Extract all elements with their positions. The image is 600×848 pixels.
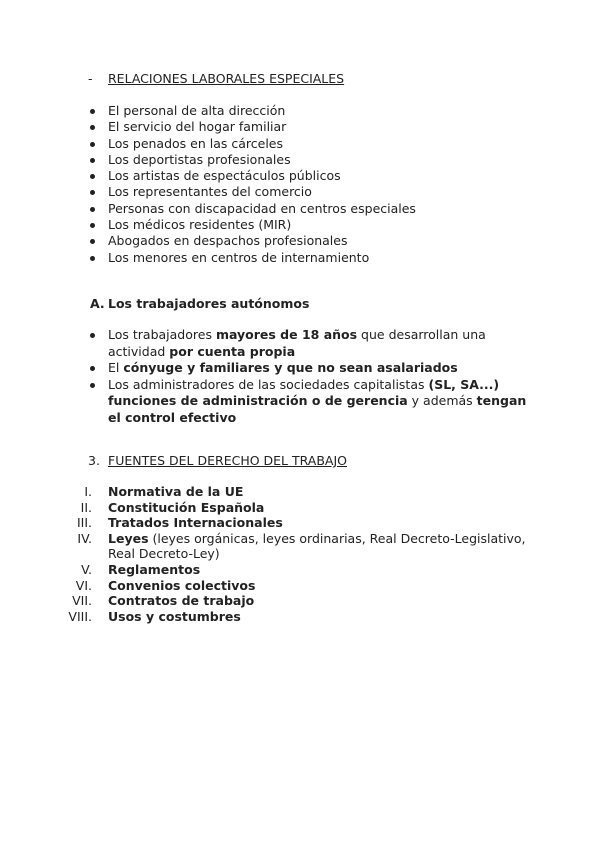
item-bold: Contratos de trabajo [108, 593, 255, 609]
item-text: (leyes orgánicas, leyes ordinarias, Real Decreto-Legislativo, Real Decreto-Ley) [108, 530, 526, 562]
list-item [40, 515, 530, 531]
list-item [40, 609, 530, 625]
item-bold: por cuenta propia [169, 343, 296, 359]
item-bold: Reglamentos [108, 561, 201, 577]
list-item [88, 377, 528, 427]
list-item [40, 593, 530, 609]
fuentes-title: FUENTES DEL DERECHO DEL TRABAJO [108, 453, 348, 468]
item-bold: Tratados Internacionales [108, 515, 283, 531]
roman-numeral: III. [76, 515, 92, 531]
list-item: Abogados en despachos profesionales [88, 233, 416, 249]
list-item [40, 562, 530, 578]
relaciones-title: RELACIONES LABORALES ESPECIALES [108, 71, 345, 86]
roman-numeral: II. [80, 499, 92, 515]
list-item [88, 360, 528, 377]
section-a-marker: A. [90, 296, 105, 311]
list-item [40, 500, 530, 516]
item-bold: Usos y costumbres [108, 608, 241, 624]
item-bold: tengan el control efectivo [108, 393, 527, 425]
relaciones-list [88, 103, 416, 266]
item-bold: (SL, SA...) funciones de administración o de gerencia [108, 376, 500, 408]
item-bold: Normativa de la UE [108, 484, 244, 499]
roman-numeral: VI. [75, 577, 92, 593]
item-bold: Convenios colectivos [108, 577, 256, 593]
list-item: Los médicos residentes (MIR) [88, 217, 416, 233]
list-item [40, 531, 530, 562]
item-text: El [108, 360, 124, 375]
roman-numeral: IV. [77, 530, 92, 546]
roman-numeral: V. [81, 561, 92, 577]
autonomos-heading [90, 296, 309, 312]
heading-dash-marker: - [88, 71, 93, 86]
autonomos-list [88, 327, 528, 426]
roman-numeral: VII. [72, 593, 92, 609]
list-item: El personal de alta dirección [88, 103, 416, 119]
list-item: Los deportistas profesionales [88, 152, 416, 168]
list-item: Los artistas de espectáculos públicos [88, 168, 416, 184]
list-item: El servicio del hogar familiar [88, 119, 416, 135]
relaciones-heading [88, 71, 344, 87]
list-item [40, 484, 530, 500]
item-text: Los administradores de las sociedades capitalistas [108, 376, 429, 392]
section-3-marker: 3. [88, 453, 100, 468]
item-text: que desarrollan una actividad [108, 327, 486, 359]
roman-numeral: I. [84, 484, 92, 499]
list-item: Los penados en las cárceles [88, 136, 416, 152]
item-bold: Leyes [108, 530, 149, 546]
list-item: Los representantes del comercio [88, 184, 416, 200]
item-bold: cónyuge y familiares y que no sean asalariados [123, 360, 458, 375]
list-item [88, 327, 528, 360]
roman-numeral: VIII. [68, 608, 92, 624]
list-item [40, 578, 530, 594]
item-text: y además [407, 393, 477, 408]
item-bold: Constitución Española [108, 499, 265, 515]
item-bold: mayores de 18 años [215, 327, 358, 342]
fuentes-list [40, 484, 530, 624]
item-text: Los trabajadores [108, 327, 216, 342]
autonomos-title: Los trabajadores autónomos [108, 296, 310, 311]
list-item: Los menores en centros de internamiento [88, 250, 416, 266]
fuentes-heading [88, 453, 347, 469]
list-item: Personas con discapacidad en centros especiales [88, 201, 416, 217]
